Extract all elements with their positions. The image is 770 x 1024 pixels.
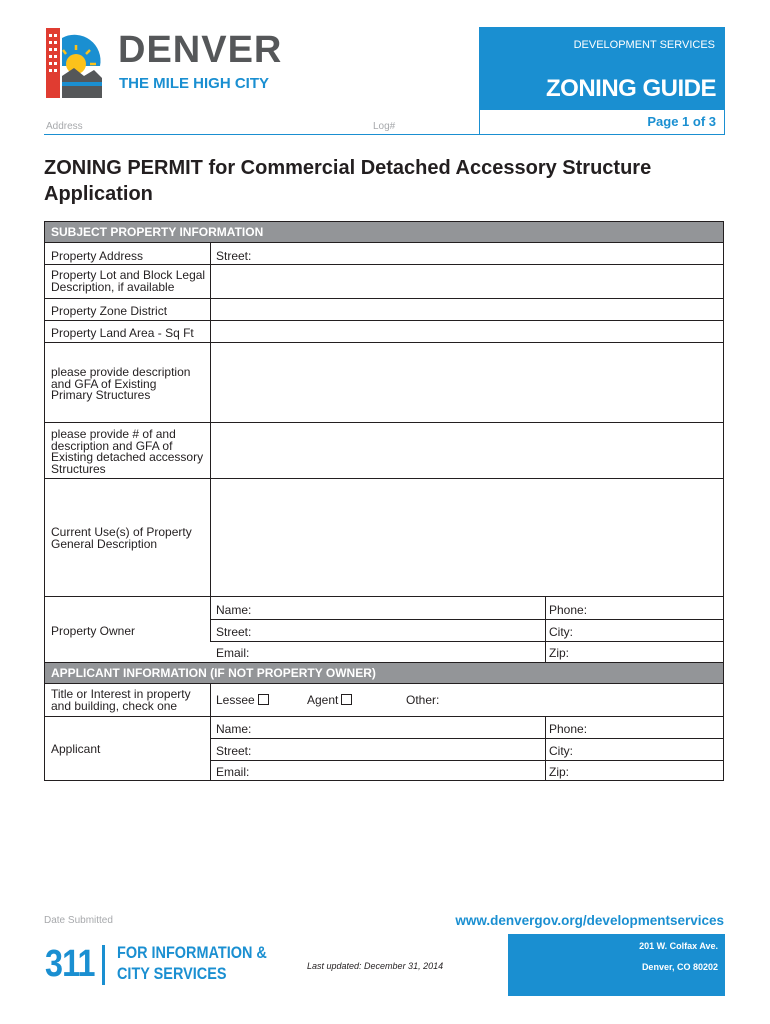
column-divider	[210, 243, 211, 641]
lessee-label: Lessee	[216, 693, 255, 707]
date-submitted-label: Date Submitted	[44, 915, 113, 926]
address-line-2: Denver, CO 80202	[641, 962, 718, 972]
row-divider	[210, 760, 723, 761]
row-divider	[45, 320, 723, 321]
existing-primary-input[interactable]	[215, 344, 721, 421]
guide-title: ZONING GUIDE	[545, 75, 716, 102]
row-divider	[45, 242, 723, 243]
agent-option[interactable]	[307, 694, 352, 706]
logo-311-number: 311	[45, 943, 95, 985]
column-divider	[210, 684, 211, 781]
other-label: Other:	[406, 693, 440, 707]
row-divider	[45, 596, 723, 597]
zone-district-label: Property Zone District	[51, 304, 168, 318]
row-divider	[45, 342, 723, 343]
department-label: DEVELOPMENT SERVICES	[573, 39, 715, 51]
title-interest-label: Title or Interest in property and building, check one	[51, 687, 191, 713]
log-number-label: Log#	[373, 121, 396, 132]
existing-accessory-input[interactable]	[215, 424, 721, 477]
zone-district-input[interactable]	[215, 300, 721, 319]
lessee-option[interactable]	[216, 694, 269, 706]
land-area-input[interactable]	[215, 322, 721, 341]
row-divider	[210, 619, 723, 620]
property-owner-label: Property Owner	[51, 624, 136, 638]
form-title: ZONING PERMIT for Commercial Detached Accessory Structure Application	[44, 157, 652, 205]
row-divider	[210, 738, 723, 739]
row-divider	[45, 683, 723, 684]
owner-name-label: Name:	[216, 603, 252, 617]
owner-phone-label: Phone:	[549, 603, 588, 617]
last-updated: Last updated: December 31, 2014	[307, 961, 444, 971]
address-line-1: 201 W. Colfax Ave.	[639, 941, 718, 951]
applicant-name-label: Name:	[216, 722, 252, 736]
street-label: Street:	[216, 249, 252, 263]
row-divider	[45, 264, 723, 265]
logo-311-divider	[102, 945, 105, 985]
property-street-input[interactable]	[215, 244, 721, 263]
current-use-input[interactable]	[215, 480, 721, 595]
permit-form	[44, 221, 724, 781]
page-indicator: Page 1 of 3	[647, 114, 716, 129]
brand-name: DENVER	[118, 29, 283, 71]
row-divider	[45, 716, 723, 717]
subject-property-heading: SUBJECT PROPERTY INFORMATION	[45, 222, 723, 242]
applicant-street-label: Street:	[216, 744, 252, 758]
logo-311-line1: FOR INFORMATION &	[117, 943, 267, 962]
column-divider	[545, 717, 546, 781]
owner-city-label: City:	[549, 625, 573, 639]
address-field-label: Address	[46, 121, 83, 132]
row-divider	[45, 422, 723, 423]
denver-logo	[44, 26, 104, 98]
land-area-label: Property Land Area - Sq Ft	[51, 326, 194, 340]
row-divider	[45, 478, 723, 479]
applicant-label: Applicant	[51, 742, 101, 756]
row-divider	[45, 298, 723, 299]
logo-311-line2: CITY SERVICES	[117, 964, 227, 983]
owner-zip-label: Zip:	[549, 646, 570, 660]
applicant-email-label: Email:	[216, 765, 250, 779]
lot-block-input[interactable]	[215, 266, 721, 297]
current-use-label: Current Use(s) of Property General Description	[51, 525, 192, 551]
brand-tagline: THE MILE HIGH CITY	[119, 75, 269, 92]
owner-email-label: Email:	[216, 646, 250, 660]
row-divider	[210, 641, 723, 642]
lessee-checkbox[interactable]	[258, 694, 269, 705]
existing-primary-label: please provide description and GFA of Existing Primary Structures	[51, 365, 191, 402]
applicant-info-heading: APPLICANT INFORMATION (IF NOT PROPERTY OWNER)	[45, 663, 723, 683]
owner-street-label: Street:	[216, 625, 252, 639]
property-address-label: Property Address	[51, 249, 144, 263]
lot-block-label: Property Lot and Block Legal Description, if available	[51, 268, 206, 294]
applicant-zip-label: Zip:	[549, 765, 570, 779]
existing-accessory-label: please provide # of and description and GFA of Existing detached accessory Structures	[51, 427, 204, 476]
website-link[interactable]: www.denvergov.org/developmentservices	[455, 913, 724, 928]
applicant-phone-label: Phone:	[549, 722, 588, 736]
agent-checkbox[interactable]	[341, 694, 352, 705]
column-divider	[545, 597, 546, 663]
agent-label: Agent	[307, 693, 339, 707]
applicant-city-label: City:	[549, 744, 573, 758]
header-divider	[44, 134, 480, 135]
